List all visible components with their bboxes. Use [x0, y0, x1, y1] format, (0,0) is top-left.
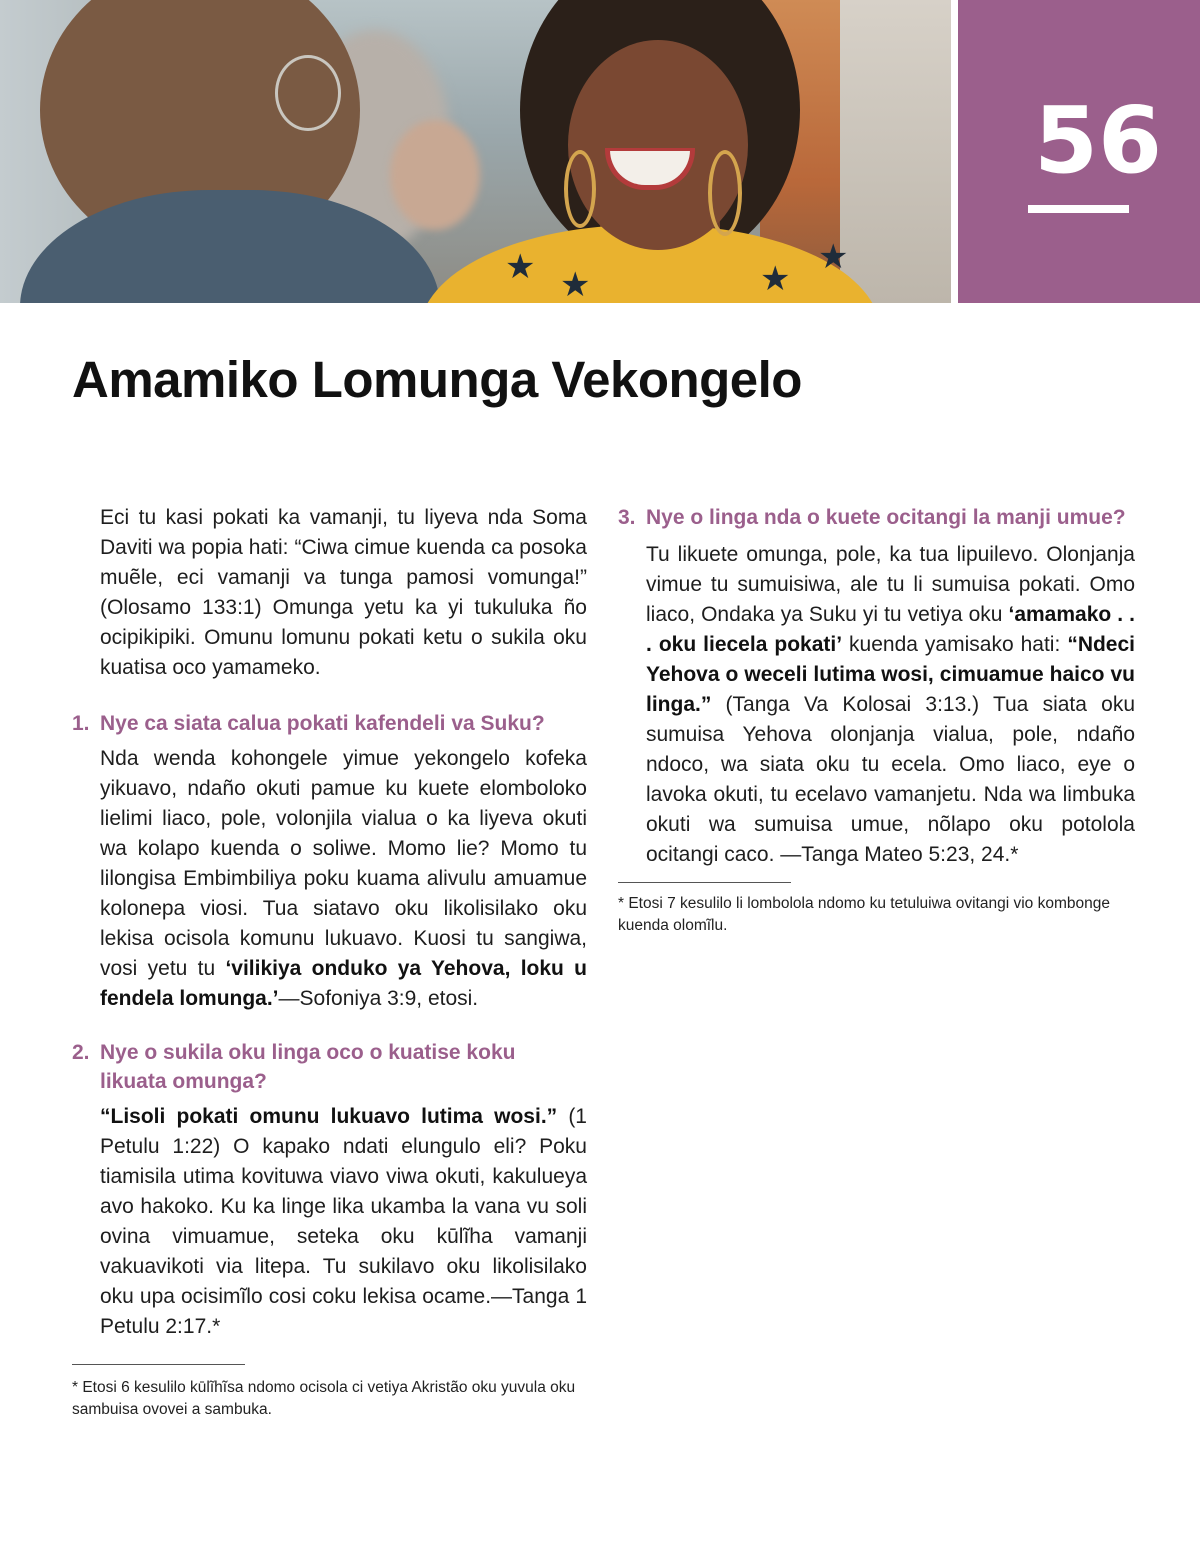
lesson-number-panel [958, 0, 1200, 303]
footnote-left: * Etosi 6 kesulilo kūlĩhĩsa ndomo ocisola ci vetiya Akristão oku yuvula oku sambuisa ovovei a sambuka. [72, 1379, 576, 1418]
left-column [72, 503, 587, 1421]
dress-star-pattern: ★ [760, 260, 791, 298]
question-1 [72, 709, 587, 738]
dress-star-pattern: ★ [818, 238, 849, 276]
lesson-number-underline [1028, 205, 1129, 213]
answer-text: kuenda yamisako hati: [842, 633, 1068, 656]
answer-text: (1 Petulu 1:22) O kapako ndati elungulo eli? Poku tiamisila utima kovituwa viavo viwa okuti, kakulueya avo hakoko. Ku ka linge lika ukamba la vana vu soli ovina vimuamue, seteka oku kūlĩha vamanji vakuavikoti via litepa. Tu sukilavo oku likolisilako oku upa ocisimĩlo cosi coku lekisa ocame.—Tanga 1 Petulu 2:17.* [100, 1105, 587, 1338]
question-3 [618, 503, 1135, 532]
footnote-divider [618, 882, 791, 883]
answer-text: Nda wenda kohongele yimue yekongelo kofeka yikuavo, ndaño okuti pamue ku kuete elomboloko lielimi liaco, pole, volonjila vialua o ka liyeva okuti wa kolapo kuenda o soliwe. Momo lie? Momo tu lilongisa Embimbiliya poku kuama alivulu amuamue kolonepa viosi. Tua siatavo oku likolisilako oku lekisa ocisola komunu lukuavo. Kuosi tu sangiwa, vosi yetu tu [100, 747, 587, 980]
answer-1 [72, 744, 587, 1014]
answer-reference: —Sofoniya 3:9, etosi. [278, 987, 479, 1010]
lesson-number: 56 [1033, 87, 1163, 194]
answer-text: Tu likuete omunga, pole, ka tua lipuilevo. Olonjanja vimue tu sumuisiwa, ale tu li sumuisa pokati. Omo liaco, Ondaka ya Suku yi tu vetiya oku [646, 543, 1135, 626]
answer-2 [72, 1102, 587, 1342]
photo-earring [275, 55, 341, 131]
photo-background-far-right [840, 0, 951, 303]
answer-bold-text: ‘amamako . . . oku liecela pokati’ [646, 603, 1135, 656]
question-number: 2. [72, 1041, 90, 1064]
dress-star-pattern: ★ [560, 266, 591, 303]
question-text: Nye o linga nda o kuete ocitangi la manji umue? [646, 506, 1126, 529]
question-number: 1. [72, 712, 90, 735]
photo-hoop-earring-left [564, 150, 596, 228]
question-2 [72, 1038, 587, 1096]
question-text: Nye ca siata calua pokati kafendeli va Suku? [100, 712, 545, 735]
question-text: Nye o sukila oku linga oco o kuatise koku likuata omunga? [100, 1041, 516, 1093]
right-column [618, 503, 1135, 937]
answer-bold-text: “Lisoli pokati omunu lukuavo lutima wosi.” [100, 1105, 558, 1128]
header-photo [0, 0, 951, 303]
question-number: 3. [618, 506, 636, 529]
dress-star-pattern: ★ [505, 248, 536, 286]
answer-3 [618, 540, 1135, 870]
page-title: Amamiko Lomunga Vekongelo [72, 351, 802, 408]
intro-paragraph: Eci tu kasi pokati ka vamanji, tu liyeva nda Soma Daviti wa popia hati: “Ciwa cimue kuenda ca posoka muẽle, eci vamanji va tunga pamosi vomunga!” (Olosamo 133:1) Omunga yetu ka yi tukuluka ño ocipikipiki. Omunu lomunu pokati ketu o sukila oku kuatisa oco yamameko. [100, 506, 587, 679]
photo-hoop-earring-right [708, 150, 742, 236]
answer-bold-text: ‘vilikiya onduko ya Yehova, loku u fendela lomunga.’ [100, 957, 587, 1010]
answer-text: (Tanga Va Kolosai 3:13.) Tua siata oku sumuisa Yehova olonjanja vialua, pole, ndaño ndoco, wa siata oku tu ecela. Omo liaco, eye o lavoka okuti, tu ecelavo vamanjetu. Nda wa limbuka okuti wa sumuisa umue, nõlapo oku potolola ocitangi caco. —Tanga Mateo 5:23, 24.* [646, 693, 1135, 866]
photo-background-face [390, 120, 480, 230]
footnote-right: * Etosi 7 kesulilo li lombolola ndomo ku tetuluiwa ovitangi vio kombonge kuenda olomĩlu. [618, 895, 1110, 934]
footnote-divider [72, 1364, 245, 1365]
answer-bold-quote: “Ndeci Yehova o weceli lutima wosi, cimuamue haico vu linga.” [646, 633, 1135, 716]
